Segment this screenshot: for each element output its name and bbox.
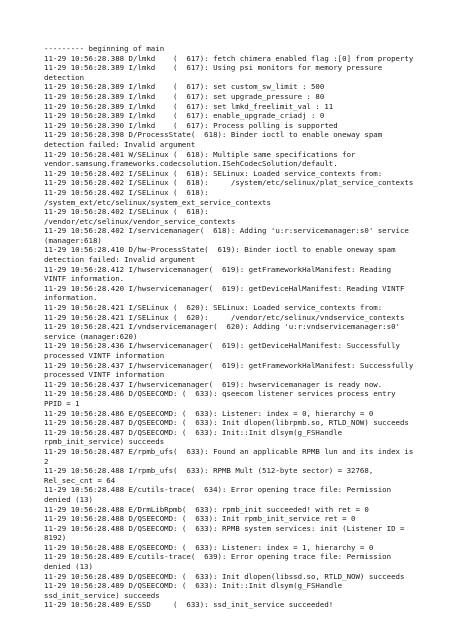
log-line: vendor.samsung.frameworks.codecsolution.ISehCodecSolution/default. xyxy=(44,159,338,169)
log-line: detection failed: Invalid argument xyxy=(44,255,196,265)
log-line: 11-29 10:56:28.389 I/lmkd ( 617): set custom_sw_limit : 500 xyxy=(44,82,325,92)
log-line: 11-29 10:56:28.489 D/QSEECOMD: ( 633): Init::Init dlsym(g_FSHandle xyxy=(44,581,343,591)
log-line: PPID = 1 xyxy=(44,398,80,408)
log-line: 11-29 10:56:28.402 I/SELinux ( 618): /system/etc/selinux/plat_service_contexts xyxy=(44,178,414,188)
log-line: (manager:618) xyxy=(44,235,102,245)
log-line: 11-29 10:56:28.486 D/QSEECOMD: ( 633): qseecom listener services process entry xyxy=(44,389,396,399)
log-line: /vendor/etc/selinux/vendor_service_contexts xyxy=(44,216,236,226)
log-line: 11-29 10:56:28.488 E/QSEECOMD: ( 633): Listener: index = 1, hierarchy = 0 xyxy=(44,542,374,552)
log-line: processed VINTF information xyxy=(44,370,165,380)
log-line: 11-29 10:56:28.487 D/QSEECOMD: ( 633): Init dlopen(librpmb.so, RTLD_NOW) succeeds xyxy=(44,418,409,428)
log-line: --------- beginning of main xyxy=(44,44,165,53)
log-line: 8192) xyxy=(44,533,67,543)
log-line: denied (13) xyxy=(44,494,93,504)
log-line: information. xyxy=(44,293,98,303)
log-line: 11-29 10:56:28.436 I/hwservicemanager( 619): getDeviceHalManifest: Successfully xyxy=(44,341,400,351)
log-line: detection xyxy=(44,72,85,82)
log-line: 11-29 10:56:28.410 D/hw-ProcessState( 619): Binder ioctl to enable oneway spam xyxy=(44,245,396,255)
log-text-block xyxy=(44,44,454,610)
log-line: 11-29 10:56:28.389 I/lmkd ( 617): enable_upgrade_criadj : 0 xyxy=(44,111,325,121)
log-line: denied (13) xyxy=(44,562,93,572)
log-line: 11-29 10:56:28.401 W/SELinux ( 618): Multiple same specifications for xyxy=(44,149,356,159)
log-line: 11-29 10:56:28.420 I/hwservicemanager( 619): getDeviceHalManifest: Reading VINTF xyxy=(44,283,405,293)
log-line: ssd_init_service) succeeds xyxy=(44,590,160,600)
log-line: 2 xyxy=(44,456,49,466)
log-line: 11-29 10:56:28.489 E/SSD ( 633): ssd_init_service succeeded! xyxy=(44,600,334,610)
log-line: detection failed: Invalid argument xyxy=(44,139,196,149)
log-line: 11-29 10:56:28.421 I/vndservicemanager( 620): Adding 'u:r:vndservicemanager:s0' xyxy=(44,322,400,332)
log-line: 11-29 10:56:28.489 D/QSEECOMD: ( 633): Init dlopen(libssd.so, RTLD_NOW) succeeds xyxy=(44,571,405,581)
log-line: 11-29 10:56:28.488 I/rpmb_ufs( 633): RPMB Mult (512-byte sector) = 32768, xyxy=(44,466,374,476)
log-line: 11-29 10:56:28.389 I/lmkd ( 617): Using psi monitors for memory pressure xyxy=(44,63,383,73)
log-line: 11-29 10:56:28.487 E/rpmb_ufs( 633): Found an applicable RPMB lun and its index is xyxy=(44,446,414,456)
log-line: 11-29 10:56:28.389 I/lmkd ( 617): set upgrade_pressure : 80 xyxy=(44,91,325,101)
log-line: 11-29 10:56:28.437 I/hwservicemanager( 619): hwservicemanager is ready now. xyxy=(44,379,383,389)
log-line: 11-29 10:56:28.412 I/hwservicemanager( 619): getFrameworkHalManifest: Reading xyxy=(44,264,392,274)
log-line: VINTF information. xyxy=(44,274,125,284)
log-line: 11-29 10:56:28.388 D/lmkd ( 617): fetch chimera enabled flag :[0] from property xyxy=(44,53,414,63)
log-line: Rel_sec_cnt = 64 xyxy=(44,475,116,485)
log-line: rpmb_init_service) succeeds xyxy=(44,437,165,447)
log-line: 11-29 10:56:28.421 I/SELinux ( 620): SELinux: Loaded service_contexts from: xyxy=(44,303,383,313)
log-line: 11-29 10:56:28.488 D/QSEECOMD: ( 633): Init rpmb_init_service ret = 0 xyxy=(44,514,356,524)
log-line: 11-29 10:56:28.437 I/hwservicemanager( 619): getFrameworkHalManifest: Successfully xyxy=(44,360,414,370)
log-line: 11-29 10:56:28.402 I/SELinux ( 618): xyxy=(44,187,209,197)
log-line: 11-29 10:56:28.489 E/cutils-trace( 639): Error opening trace file: Permission xyxy=(44,552,392,562)
log-line: 11-29 10:56:28.390 I/lmkd ( 617): Process polling is supported xyxy=(44,120,338,130)
log-line: service (manager:620) xyxy=(44,331,138,341)
log-line: 11-29 10:56:28.486 E/QSEECOMD: ( 633): Listener: index = 0, hierarchy = 0 xyxy=(44,408,374,418)
log-line: 11-29 10:56:28.398 D/ProcessState( 618): Binder ioctl to enable oneway spam xyxy=(44,130,383,140)
log-line: 11-29 10:56:28.488 D/QSEECOMD: ( 633): RPMB system services: init (Listener ID = xyxy=(44,523,405,533)
log-line: 11-29 10:56:28.402 I/SELinux ( 618): SELinux: Loaded service_contexts from: xyxy=(44,168,383,178)
log-line: processed VINTF information xyxy=(44,351,165,360)
log-line: 11-29 10:56:28.389 I/lmkd ( 617): set lmkd_freelimit_val : 11 xyxy=(44,101,334,111)
log-line: /system_ext/etc/selinux/system_ext_service_contexts xyxy=(44,197,271,207)
log-line: 11-29 10:56:28.402 I/servicemanager( 618): Adding 'u:r:servicemanager:s0' service xyxy=(44,226,409,236)
log-line: 11-29 10:56:28.488 E/DrmLibRpmb( 633): rpmb_init succeeded! with ret = 0 xyxy=(44,504,369,514)
log-line: 11-29 10:56:28.487 D/QSEECOMD: ( 633): Init::Init dlsym(g_FSHandle xyxy=(44,427,343,437)
log-line: 11-29 10:56:28.402 I/SELinux ( 618): xyxy=(44,207,209,217)
log-line: 11-29 10:56:28.421 I/SELinux ( 620): /vendor/etc/selinux/vndservice_contexts xyxy=(44,312,405,322)
log-line: 11-29 10:56:28.488 E/cutils-trace( 634): Error opening trace file: Permission xyxy=(44,485,392,495)
